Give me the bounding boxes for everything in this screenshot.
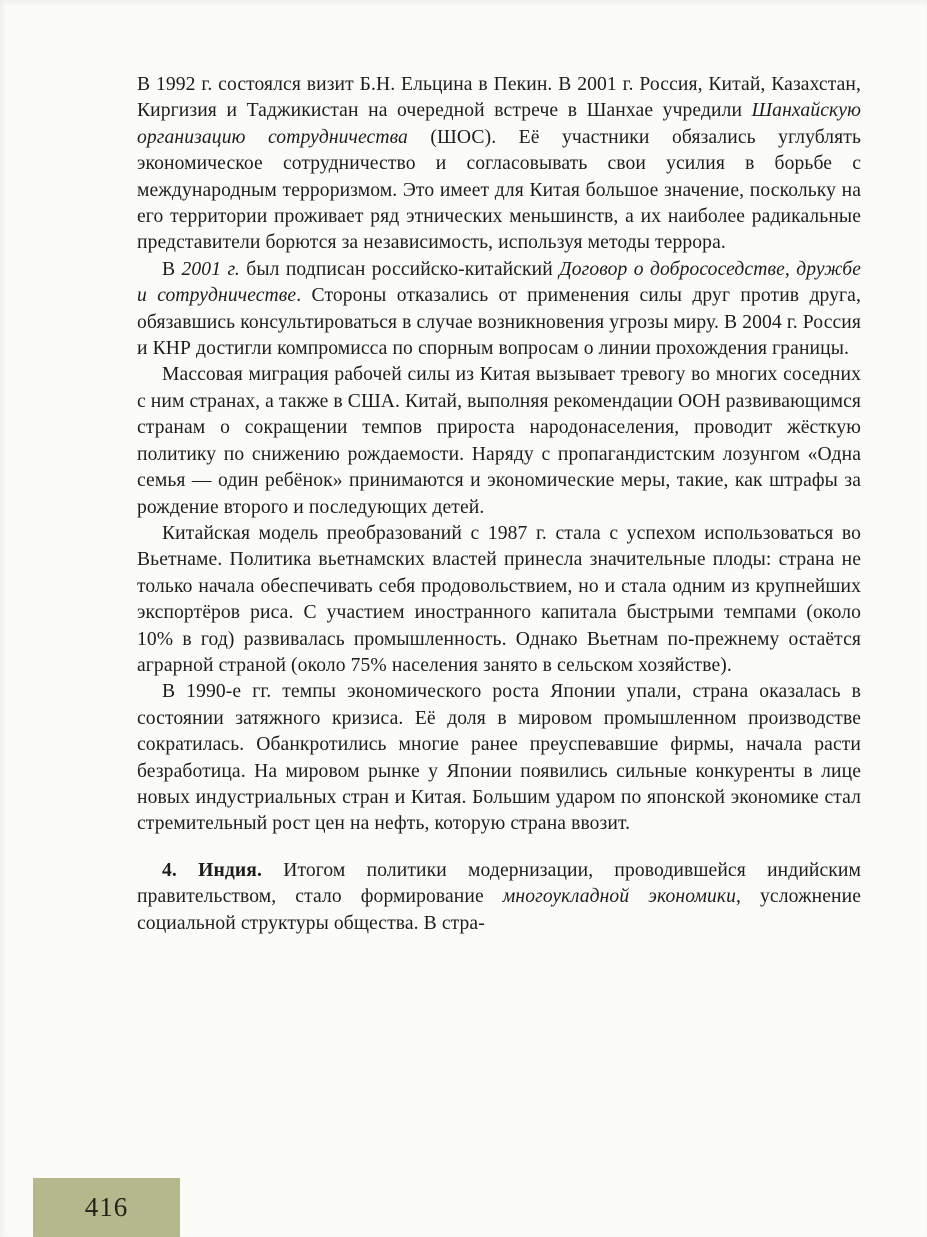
text-segment: В: [162, 258, 182, 280]
text-segment: (ШОС). Её участники обязались углублять экономическое сотрудничество и согласовывать свои усилия в борьбе с международным терроризмом. Это имеет для Китая большое значение, поскольку на его территории проживает ряд этнических меньшинств, а их наиболее радикальные представители борются за независимость, используя методы террора.: [137, 126, 861, 254]
page-number-box: [33, 1178, 180, 1237]
text-segment-italic: Шанхайскую организацию сотрудничества: [137, 100, 861, 148]
page-number: 416: [84, 1192, 129, 1222]
text-segment-italic: многоукладной экономики: [502, 886, 737, 908]
section-heading: 4. Индия.: [162, 859, 262, 881]
text-segment: Массовая миграция рабочей силы из Китая вызывает тревогу во многих соседних с ним странах, а также в США. Китай, выполняя рекомендации ООН развивающимся странам о сокращении темпов прироста народонаселения, проводит жёсткую политику по снижению рождаемости. Наряду с пропагандистским лозунгом «Одна семья — один ребёнок» принимаются и экономические меры, такие, как штрафы за рождение второго и последующих детей.: [137, 364, 861, 518]
paragraph-india-section: [137, 858, 861, 937]
text-segment: Китайская модель преобразований с 1987 г. стала с успехом использоваться во Вьетнаме. Политика вьетнамских властей принесла значительные плоды: страна не только начала обеспечивать себя продовольствием, но и стала одним из крупнейших экспортёров риса. С участием иностранного капитала быстрыми темпами (около 10% в год) развивалась промышленность. Однако Вьетнам по-прежнему остаётся аграрной страной (около 75% населения занято в сельском хозяйстве).: [137, 522, 861, 676]
text-block: [137, 72, 861, 937]
text-segment: был подписан российско-китайский: [239, 258, 560, 280]
text-segment: В 1990-е гг. темпы экономического роста Японии упали, страна оказалась в состоянии затяжного кризиса. Её доля в мировом промышленном производстве сократилась. Обанкротились многие ранее преуспевавшие фирмы, начала расти безработица. На мировом рынке у Японии появились сильные конкуренты в лице новых индустриальных стран и Китая. Большим ударом по японской экономике стал стремительный рост цен на нефть, которую страна ввозит.: [137, 681, 861, 835]
paragraph-migration-policy: [137, 362, 861, 520]
text-segment: , усложнение социальной структуры общества. В стра-: [137, 886, 862, 934]
paragraph-treaty-2001: [137, 257, 861, 363]
text-segment-italic: Договор о добрососедстве, дружбе и сотрудничестве: [137, 258, 861, 307]
paragraph-china-russia-relations: [137, 72, 861, 257]
paragraph-vietnam: [137, 521, 861, 679]
paragraph-japan: [137, 679, 861, 837]
text-segment: В 1992 г. состоялся визит Б.Н. Ельцина в Пекин. В 2001 г. Россия, Китай, Казахстан, Киргизия и Таджикистан на очередной встрече в Шанхае учредили: [137, 74, 861, 122]
text-segment: Итогом политики модернизации, проводившейся индийским правительством, стало формирование: [137, 859, 861, 908]
text-segment: . Стороны отказались от применения силы друг против друга, обязавшись консультироваться в случае возникновения угрозы миру. В 2004 г. Россия и КНР достигли компромисса по спорным вопросам о линии прохождения границы.: [137, 285, 861, 360]
text-segment-italic: 2001 г.: [181, 258, 240, 280]
